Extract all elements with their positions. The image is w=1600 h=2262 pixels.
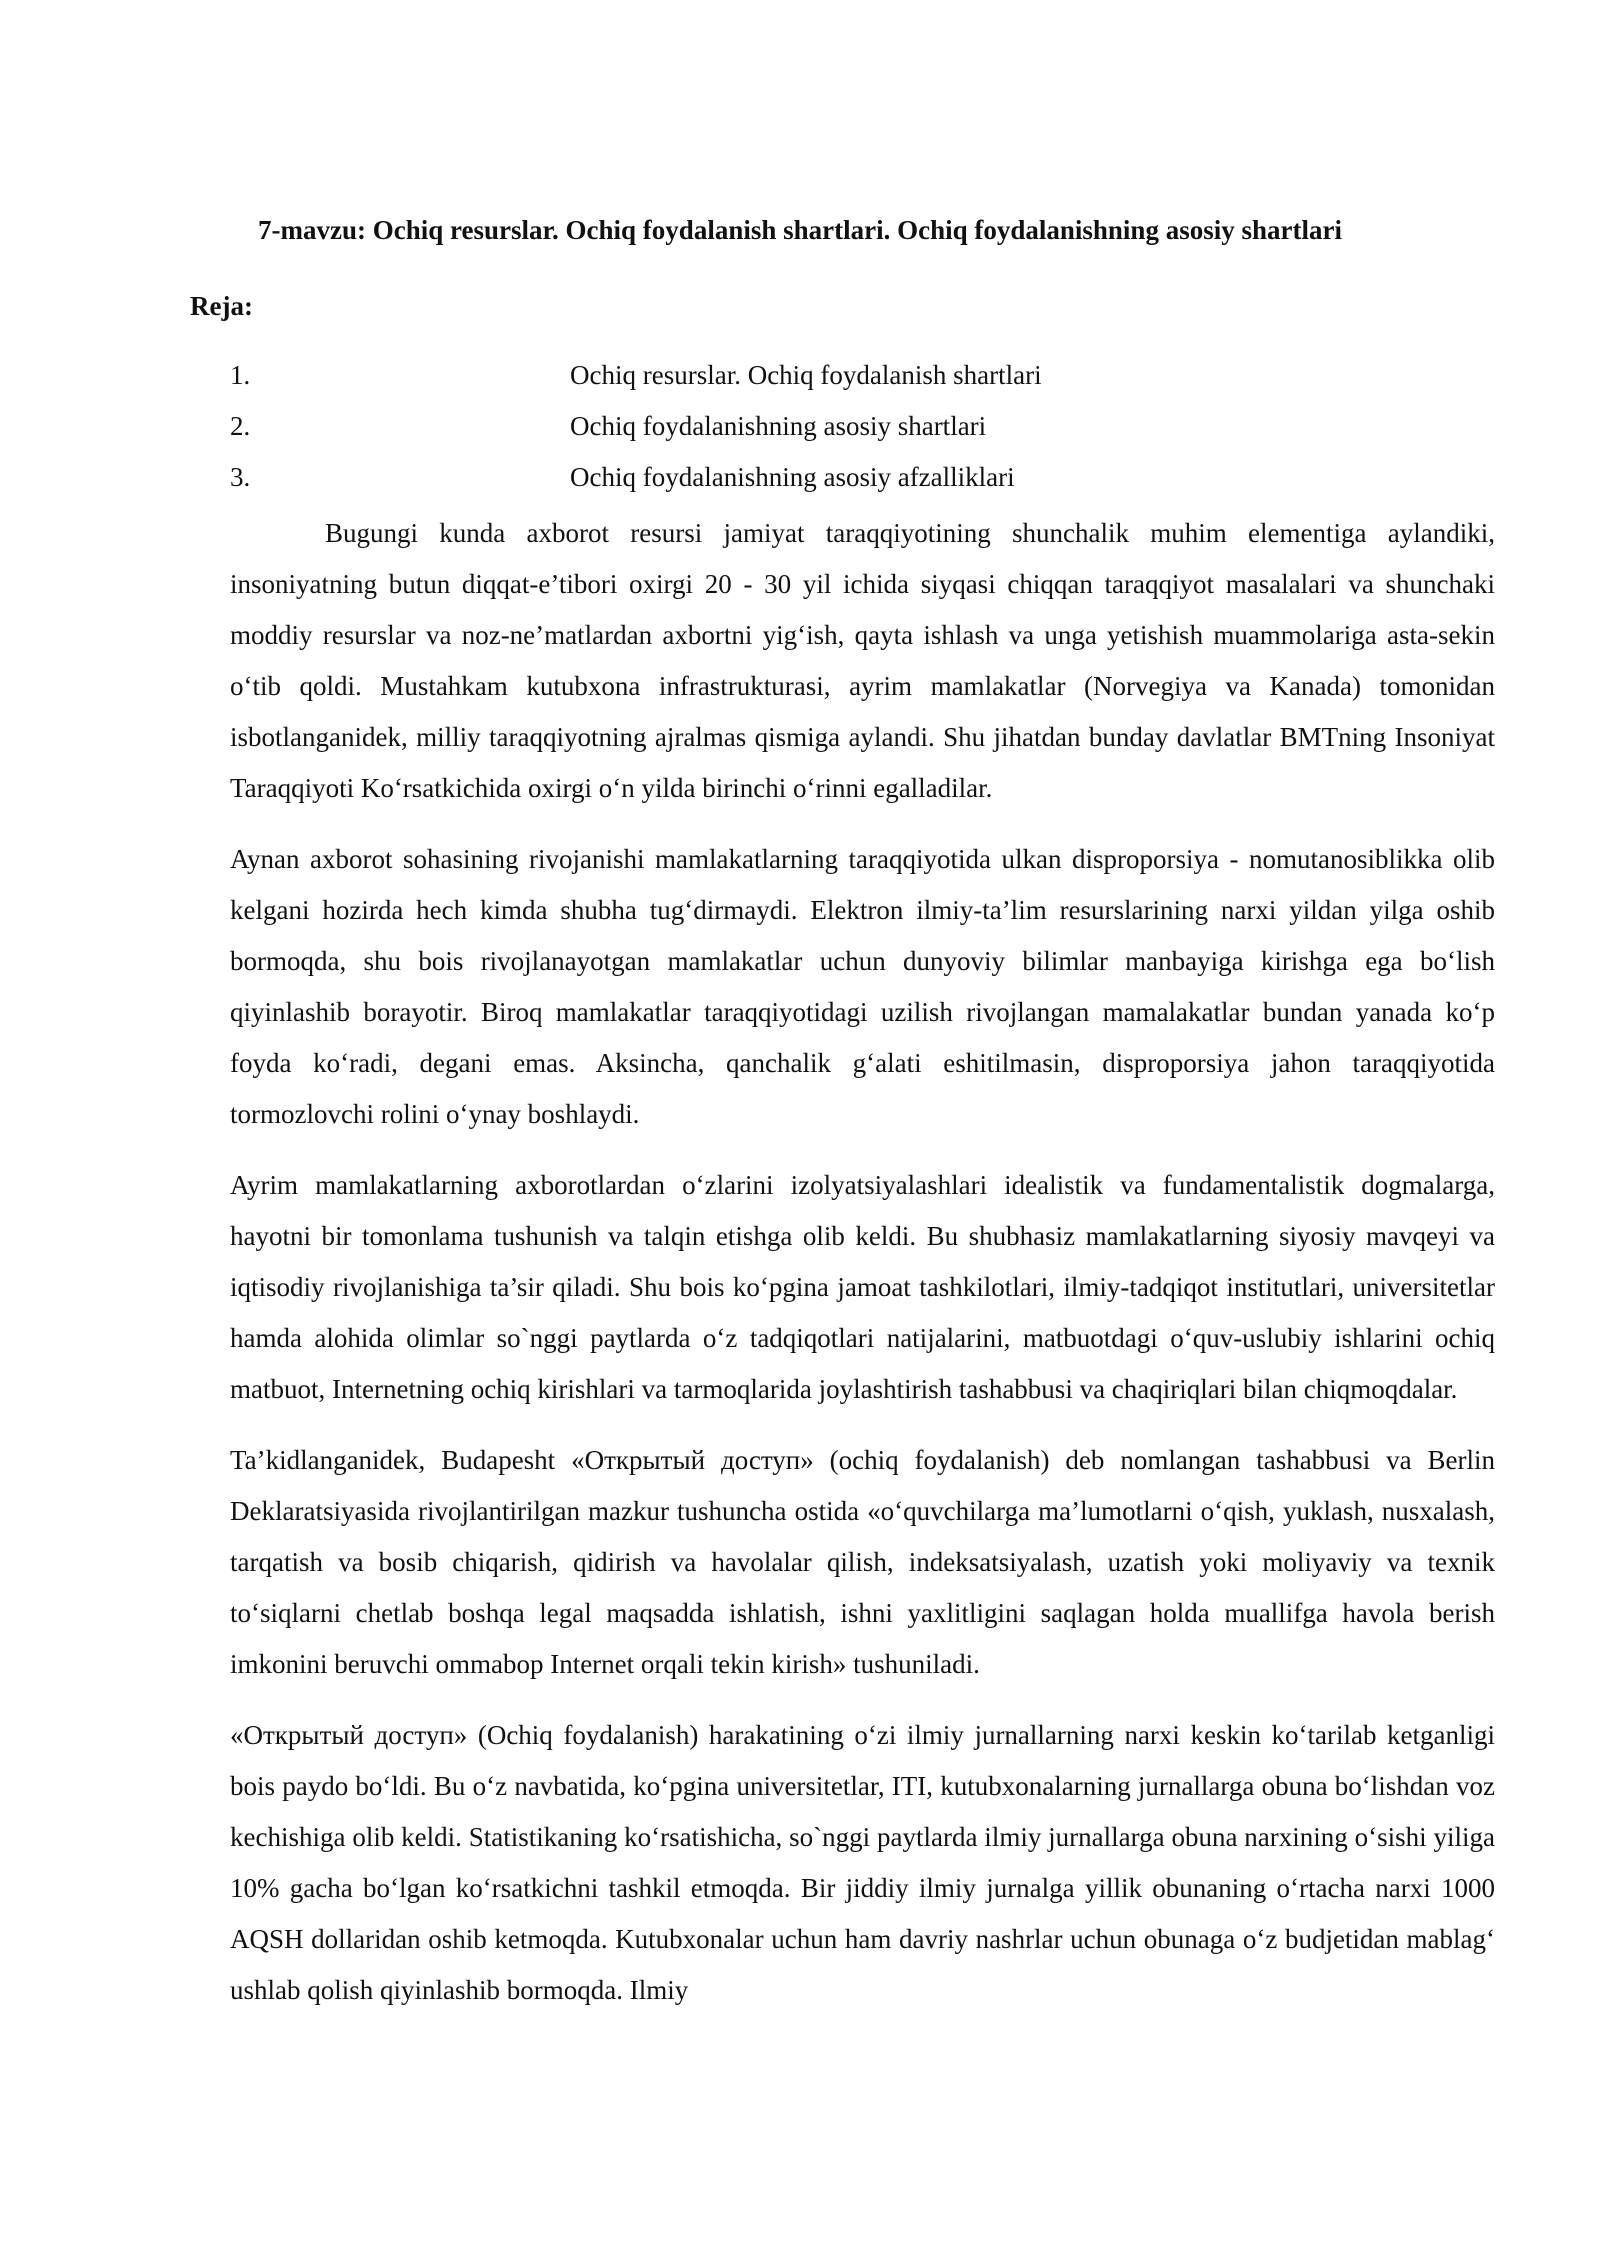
document-title: 7-mavzu: Ochiq resurslar. Ochiq foydalanish shartlari. Ochiq foydalanishning asosiy shartlari bbox=[258, 215, 1342, 245]
plan-item-text: Ochiq resurslar. Ochiq foydalanish shartlari bbox=[570, 360, 1042, 390]
paragraph-disproportion: Aynan axborot sohasining rivojanishi mamlakatlarning taraqqiyotida ulkan disproporsiya - nomutanosiblikka olib kelgani hozirda hech kimda shubha tug‘dirmaydi. Elektron ilmiy-ta’lim resurslarining narxi yildan yilga oshib bormoqda, shu bois rivojlanayotgan mamlakatlar uchun dunyoviy bilimlar manbayiga kirishga ega bo‘lish qiyinlashib borayotir. Biroq mamlakatlar taraqqiyotidagi uzilish rivojlangan mamalakatlar bundan yanada ko‘p foyda ko‘radi, degani emas. Aksincha, qanchalik g‘alati eshitilmasin, disproporsiya jahon taraqqiyotida tormozlovchi rolini o‘ynay boshlaydi. bbox=[230, 844, 1495, 1129]
plan-item bbox=[230, 406, 1500, 457]
paragraph-isolation: Ayrim mamlakatlarning axborotlardan o‘zlarini izolyatsiyalashlari idealistik va fundamentalistik dogmalarga, hayotni bir tomonlama tushunish va talqin etishga olib keldi. Bu shubhasiz mamlakatlarning siyosiy mavqeyi va iqtisodiy rivojlanishiga ta’sir qiladi. Shu bois ko‘pgina jamoat tashkilotlari, ilmiy-tadqiqot institutlari, universitetlar hamda alohida olimlar so`nggi paytlarda o‘z tadqiqotlari natijalarini, matbuotdagi o‘quv-uslubiy ishlarini ochiq matbuot, Internetning ochiq kirishlari va tarmoqlarida joylashtirish tashabbusi va chaqiriqlari bilan chiqmoqdalar. bbox=[230, 1170, 1495, 1404]
document-body bbox=[230, 508, 1495, 2036]
plan-item bbox=[230, 355, 1500, 406]
paragraph-open-access-movement: «Открытый доступ» (Ochiq foydalanish) harakatining o‘zi ilmiy jurnallarning narxi keskin ko‘tarilab ketganligi bois paydo bo‘ldi. Bu o‘z navbatida, ko‘pgina universitetlar, ITI, kutubxonalarning jurnallarga obuna bo‘lishdan voz kechishiga olib keldi. Statistikaning ko‘rsatishicha, so`nggi paytlarda ilmiy jurnallarga obuna narxining o‘sishi yiliga 10% gacha bo‘lgan ko‘rsatkichni tashkil etmoqda. Bir jiddiy ilmiy jurnalga yillik obunaning o‘rtacha narxi 1000 AQSH dollaridan oshib ketmoqda. Kutubxonalar uchun ham davriy nashrlar uchun obunaga o‘z budjetidan mablag‘ ushlab qolish qiyinlashib bormoqda. Ilmiy bbox=[230, 1720, 1495, 2005]
plan-item-text: Ochiq foydalanishning asosiy afzalliklari bbox=[570, 462, 1015, 492]
plan-item-number: 2. bbox=[230, 411, 251, 441]
paragraph-budapest-definition: Ta’kidlanganidek, Budapesht «Открытый доступ» (ochiq foydalanish) deb nomlangan tashabbusi va Berlin Deklaratsiyasida rivojlantirilgan mazkur tushuncha ostida «o‘quvchilarga ma’lumotlarni o‘qish, yuklash, nusxalash, tarqatish va bosib chiqarish, qidirish va havolalar qilish, indeksatsiyalash, uzatish yoki moliyaviy va texnik to‘siqlarni chetlab boshqa legal maqsadda ishlatish, ishni yaxlitligini saqlagan holda muallifga havola berish imkonini beruvchi ommabop Internet orqali tekin kirish» tushuniladi. bbox=[230, 1445, 1495, 1679]
plan-list bbox=[230, 355, 1500, 508]
paragraph-intro: Bugungi kunda axborot resursi jamiyat taraqqiyotining shunchalik muhim elementiga aylandiki, insoniyatning butun diqqat-e’tibori oxirgi 20 - 30 yil ichida siyqasi chiqqan taraqqiyot masalalari va shunchaki moddiy resurslar va noz-ne’matlardan axbortni yig‘ish, qayta ishlash va unga yetishish muammolariga asta-sekin o‘tib qoldi. Mustahkam kutubxona infrastrukturasi, ayrim mamlakatlar (Norvegiya va Kanada) tomonidan isbotlanganidek, milliy taraqqiyotning ajralmas qismiga aylandi. Shu jihatdan bunday davlatlar BMTning Insoniyat Taraqqiyoti Ko‘rsatkichida oxirgi o‘n yilda birinchi o‘rinni egalladilar. bbox=[230, 518, 1495, 803]
plan-item bbox=[230, 457, 1500, 508]
plan-item-number: 3. bbox=[230, 462, 251, 492]
plan-item-number: 1. bbox=[230, 360, 251, 390]
plan-item-text: Ochiq foydalanishning asosiy shartlari bbox=[570, 411, 987, 441]
plan-heading: Reja: bbox=[190, 291, 253, 321]
